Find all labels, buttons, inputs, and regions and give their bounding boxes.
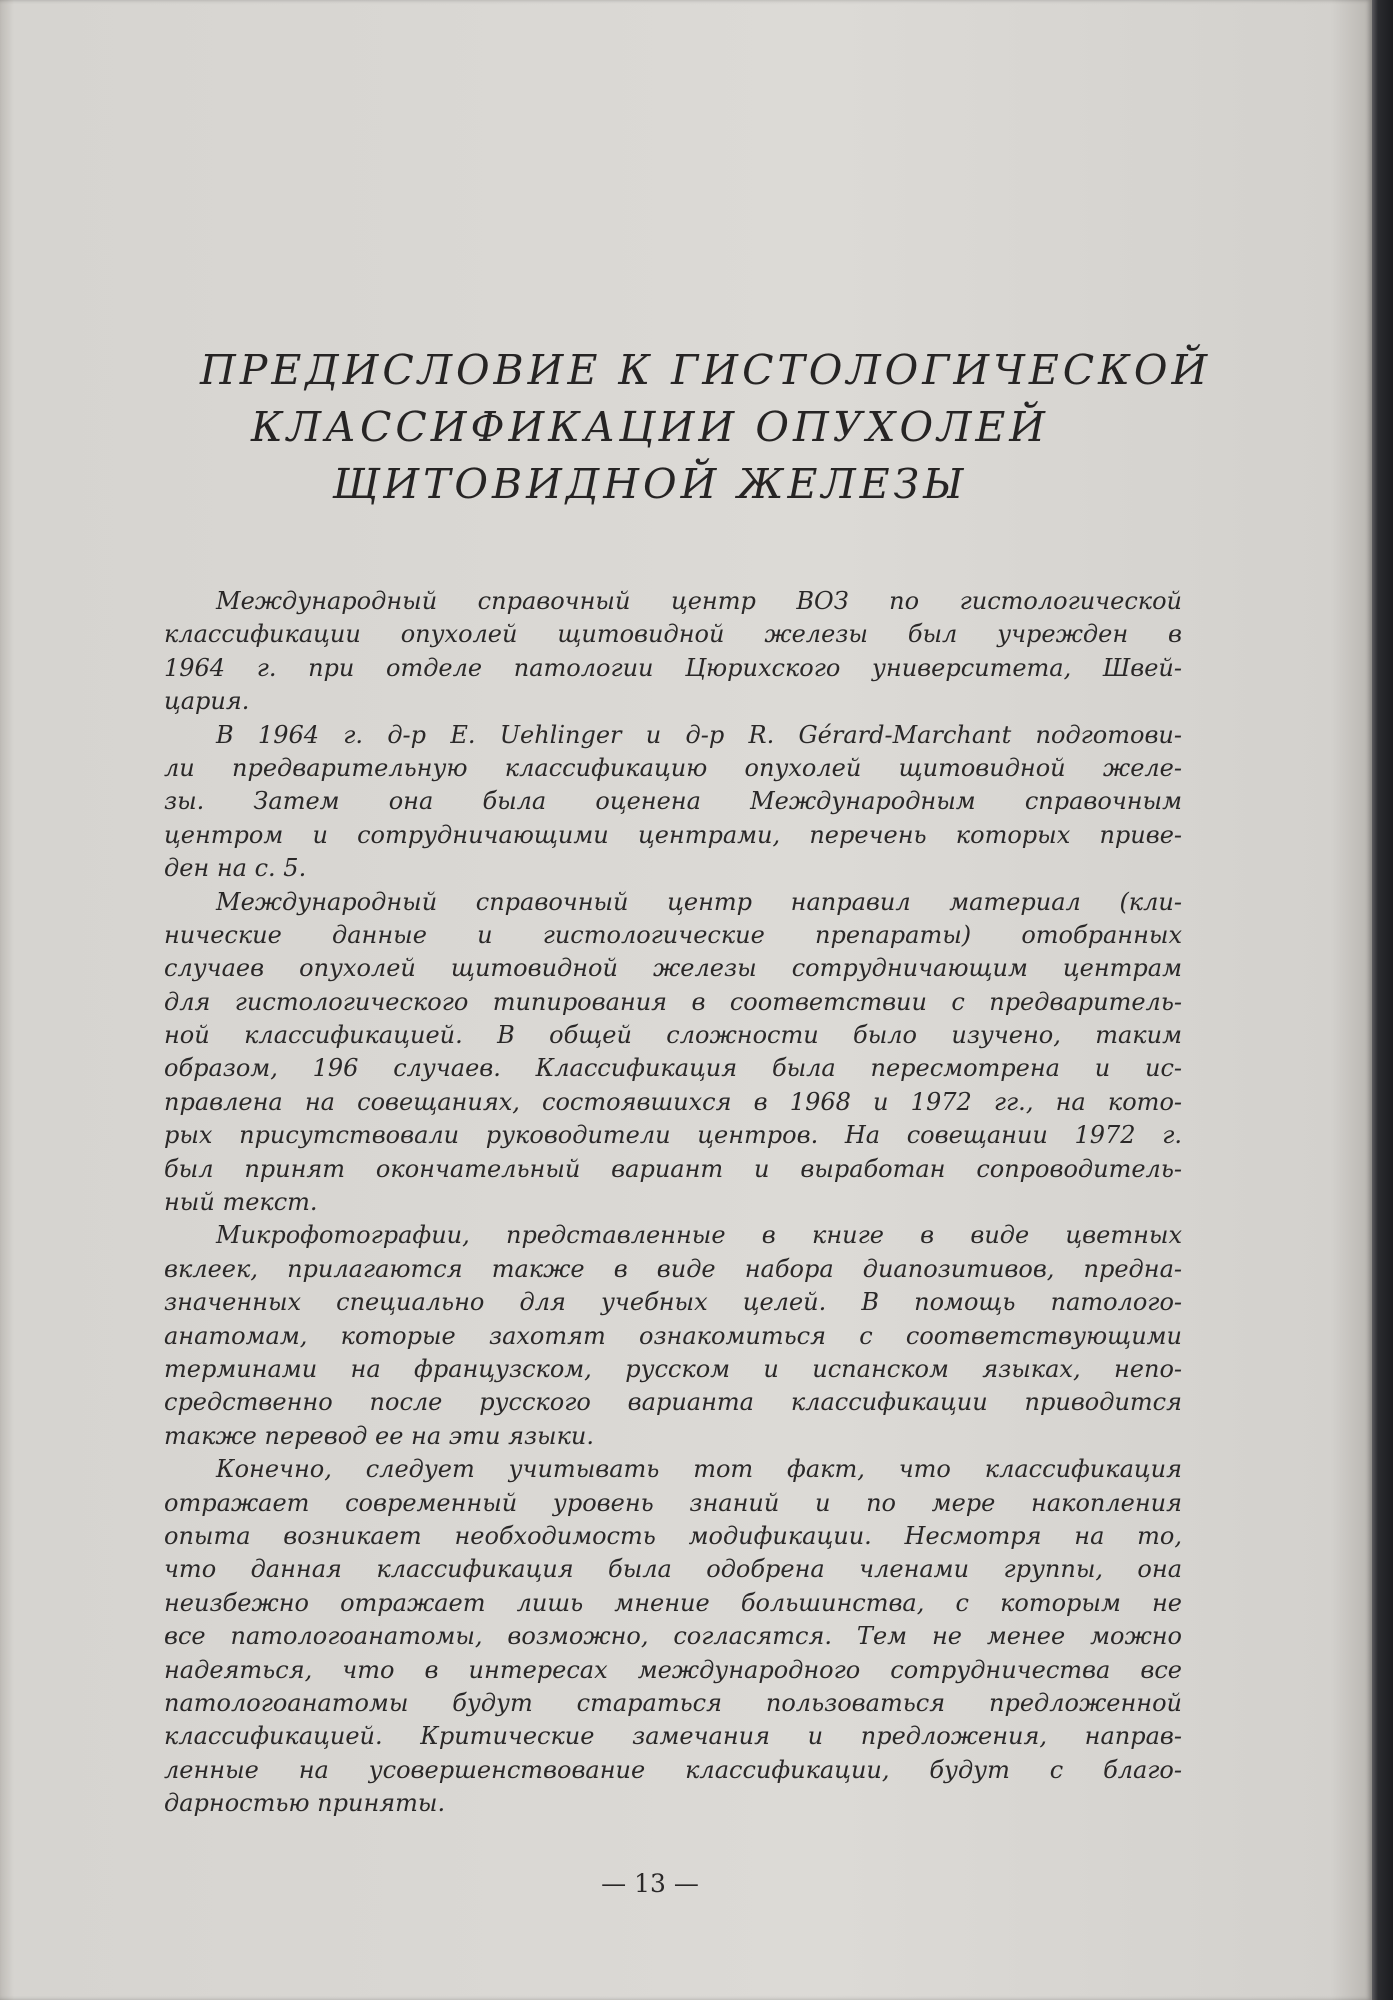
paragraph: [164, 1219, 1182, 1453]
book-edge: [1372, 0, 1393, 2000]
text-line: Конечно, следует учитывать тот факт, что классификация: [216, 1455, 1182, 1484]
text-line: также перевод ее на эти языки.: [164, 1421, 595, 1450]
text-line: что данная классификация была одобрена членами группы, она: [164, 1555, 1182, 1584]
text-line: значенных специально для учебных целей. В помощь патолого-: [164, 1288, 1182, 1317]
text-line: классификацией. Критические замечания и предложения, направ-: [164, 1722, 1182, 1751]
page-number: — 13 —: [601, 1869, 699, 1898]
text-line: рых присутствовали руководители центров. На совещании 1972 г.: [164, 1121, 1182, 1150]
text-line: вклеек, прилагаются также в виде набора диапозитивов, предна-: [164, 1254, 1182, 1283]
text-line: нические данные и гистологические препараты) отобранных: [164, 920, 1182, 949]
text-line: центром и сотрудничающими центрами, перечень которых приве-: [164, 820, 1182, 849]
text-line: ный текст.: [164, 1188, 318, 1217]
text-line: надеяться, что в интересах международного сотрудничества все: [164, 1655, 1182, 1684]
text-line: Международный справочный центр ВОЗ по гистологической: [216, 587, 1182, 615]
text-line: ной классификацией. В общей сложности было изучено, таким: [164, 1021, 1182, 1050]
chapter-title-line: КЛАССИФИКАЦИИ ОПУХОЛЕЙ: [250, 403, 1050, 451]
text-line: В 1964 г. д-р E. Uehlinger и д-р R. Gérard-Marchant подготови-: [216, 720, 1182, 749]
text-line: терминами на французском, русском и испанском языках, непо-: [164, 1354, 1182, 1383]
text-line: отражает современный уровень знаний и по мере накопления: [164, 1488, 1182, 1517]
text-line: анатомам, которые захотят ознакомиться с соответствующими: [164, 1321, 1182, 1350]
paragraph: [164, 719, 1182, 886]
chapter-title-line: ПРЕДИСЛОВИЕ К ГИСТОЛОГИЧЕСКОЙ: [200, 346, 1212, 394]
text-line: Международный справочный центр направил материал (кли-: [216, 887, 1182, 916]
paragraph: [164, 886, 1182, 1220]
text-line: Микрофотографии, представленные в книге в виде цветных: [216, 1221, 1182, 1250]
paragraph: [164, 585, 1182, 719]
text-line: случаев опухолей щитовидной железы сотрудничающим центрам: [164, 954, 1182, 983]
text-line: зы. Затем она была оценена Международным справочным: [164, 787, 1182, 816]
chapter-title-line: ЩИТОВИДНОЙ ЖЕЛЕЗЫ: [332, 460, 968, 508]
text-line: средственно после русского варианта классификации приводится: [164, 1388, 1182, 1417]
text-line: цария.: [164, 687, 250, 716]
text-line: образом, 196 случаев. Классификация была пересмотрена и ис-: [164, 1054, 1182, 1083]
text-line: ленные на усовершенствование классификации, будут с благо-: [164, 1755, 1182, 1784]
chapter-title: [200, 342, 1212, 513]
text-line: все патологоанатомы, возможно, согласятся. Тем не менее можно: [164, 1622, 1182, 1651]
text-line: дарностью приняты.: [164, 1789, 446, 1818]
paragraph: [164, 1453, 1182, 1820]
text-line: был принят окончательный вариант и выработан сопроводитель-: [164, 1154, 1182, 1183]
body-text: [164, 585, 1182, 1820]
text-line: неизбежно отражает лишь мнение большинства, с которым не: [164, 1588, 1182, 1617]
text-line: патологоанатомы будут стараться пользоваться предложенной: [164, 1688, 1182, 1717]
text-line: для гистологического типирования в соответствии с предваритель-: [164, 987, 1182, 1016]
text-line: классификации опухолей щитовидной железы был учрежден в: [164, 620, 1182, 649]
text-line: ден на с. 5.: [164, 854, 307, 883]
text-line: 1964 г. при отделе патологии Цюрихского университета, Швей-: [164, 653, 1182, 682]
text-line: ли предварительную классификацию опухолей щитовидной желе-: [164, 753, 1182, 782]
text-line: опыта возникает необходимость модификации. Несмотря на то,: [164, 1521, 1182, 1550]
text-line: правлена на совещаниях, состоявшихся в 1968 и 1972 гг., на кото-: [164, 1087, 1182, 1116]
